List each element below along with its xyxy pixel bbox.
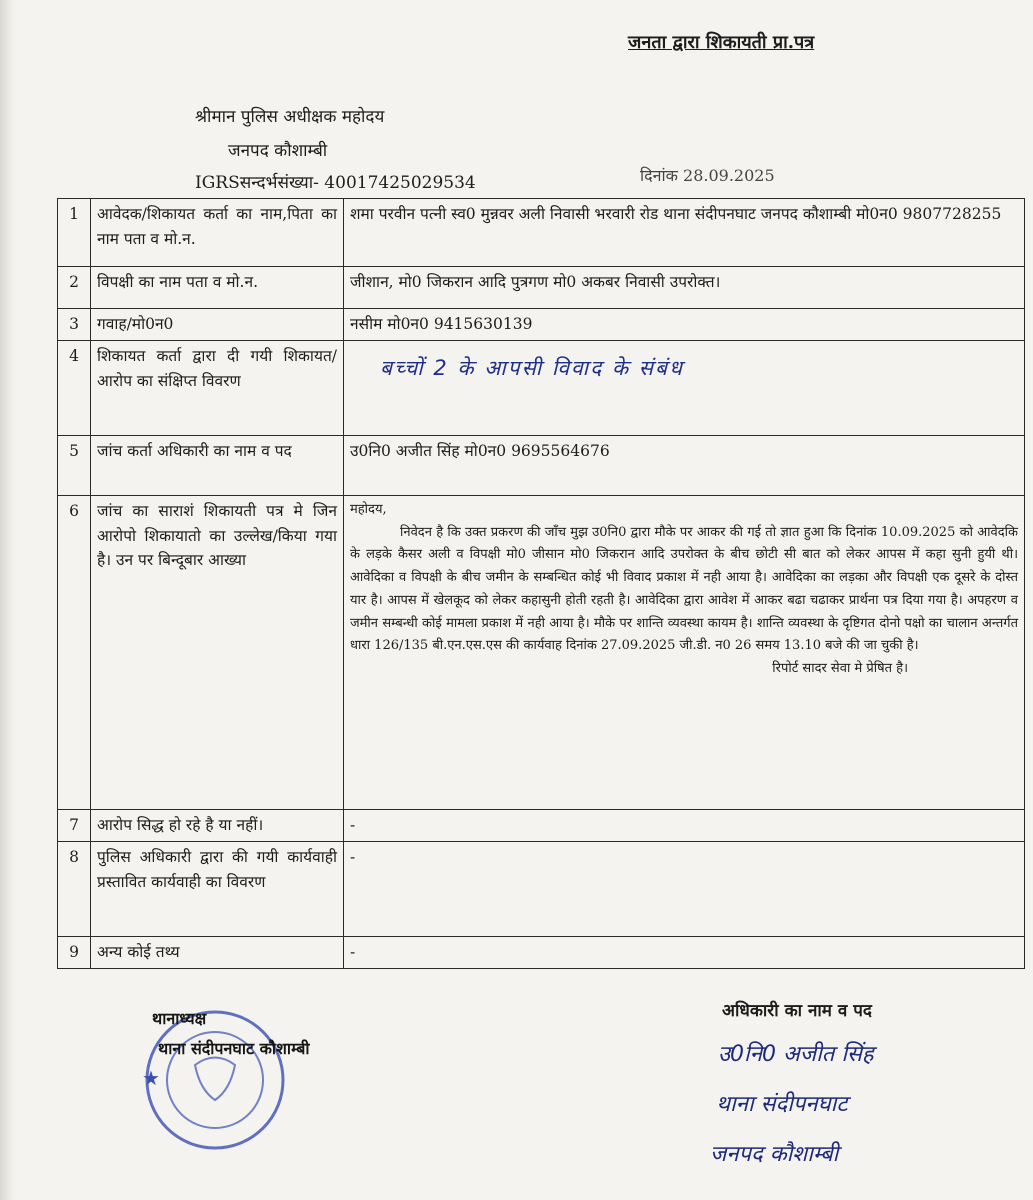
row-number: 3 — [58, 309, 91, 341]
complaint-table — [57, 198, 1025, 969]
row-label: विपक्षी का नाम पता व मो.न. — [91, 267, 344, 309]
row-label: आरोप सिद्ध हो रहे है या नहीं। — [91, 809, 344, 841]
table-row — [58, 495, 1025, 809]
table-row — [58, 199, 1025, 267]
row-number: 2 — [58, 267, 91, 309]
form-title: जनता द्वारा शिकायती प्रा.पत्र — [628, 32, 815, 53]
row-value: शमा परवीन पत्नी स्व0 मुन्नवर अली निवासी भरवारी रोड थाना संदीपनघाट जनपद कौशाम्बी मो0न0 9807728255 — [344, 199, 1025, 267]
stamp-title: थानाध्यक्ष — [152, 1009, 207, 1028]
signature-line: उ0नि0 अजीत सिंह — [718, 1042, 874, 1067]
seal-icon — [120, 995, 320, 1155]
row-value: उ0नि0 अजीत सिंह मो0न0 9695564676 — [344, 435, 1025, 495]
addressee-line-2: जनपद कौशाम्बी — [228, 141, 328, 161]
row-number: 8 — [58, 841, 91, 936]
officer-name-label: अधिकारी का नाम व पद — [722, 1001, 872, 1021]
row-value: जीशान, मो0 जिकरान आदि पुत्रगण मो0 अकबर निवासी उपरोक्त। — [344, 267, 1025, 309]
row-number: 7 — [58, 809, 91, 841]
stamp-station: थाना संदीपनघाट कौशाम्बी — [158, 1039, 310, 1058]
row-label: गवाह/मो0न0 — [91, 309, 344, 341]
igrs-reference: IGRSसन्दर्भसंख्या- 40017425029534 — [195, 173, 476, 193]
svg-text:★: ★ — [142, 1066, 160, 1090]
row-number: 6 — [58, 495, 91, 809]
row-number: 1 — [58, 199, 91, 267]
report-body: निवेदन है कि उक्त प्रकरण की जाँच मुझ उ0नि0 द्वारा मौके पर आकर की गई तो ज्ञात हुआ कि दिनांक 10.09.2025 को आवेदकि के लड़के कैसर अली व विपक्षी मो0 जीसान मो0 जिकरान आदि उपरोक्त के बीच छोटी सी बात को लेकर आपस में कहा सुनी हुयी थी। आवेदिका व विपक्षी के बीच जमीन के सम्बन्धित कोई भी विवाद प्रकाश में नही आया है। आवेदिका का लड़का और विपक्षी एक दूसरे के दोस्त यार है। आपस में खेलकूद को लेकर कहासुनी होती रहती है। आवेदिका द्वारा आवेश में आकर बढा चढाकर प्रार्थना पत्र दिया गया है। अपहरण व जमीन सम्बन्धी कोई मामला प्रकाश में नही आया है। मौके पर शान्ति व्यवस्था कायम है। शान्ति व्यवस्था के दृष्टिगत दोनो पक्षो का चालान अन्तर्गत धारा 126/135 बी.एन.एस.एस की कार्यवाह दिनांक 27.09.2025 जी.डी. न0 26 समय 13.10 बजे की जा चुकी है। — [350, 524, 1018, 654]
addressee-line-1: श्रीमान पुलिस अधीक्षक महोदय — [195, 107, 385, 127]
row-number: 5 — [58, 435, 91, 495]
table-row — [58, 841, 1025, 936]
row-label: अन्य कोई तथ्य — [91, 936, 344, 968]
table-row — [58, 267, 1025, 309]
row-number: 9 — [58, 936, 91, 968]
table-row — [58, 809, 1025, 841]
signature-line: थाना संदीपनघाट — [716, 1092, 848, 1117]
signature-line: जनपद कौशाम्बी — [710, 1142, 839, 1167]
table-row — [58, 340, 1025, 435]
letter-date: दिनांक 28.09.2025 — [640, 166, 775, 185]
row-value: - — [344, 936, 1025, 968]
row-number: 4 — [58, 340, 91, 435]
table-row — [58, 936, 1025, 968]
police-station-stamp — [120, 995, 460, 1155]
handwritten-complaint-summary: बच्चों 2 के आपसी विवाद के संबंध — [380, 355, 684, 380]
report-closing: रिपोर्ट सादर सेवा मे प्रेषित है। — [772, 661, 908, 677]
row-label: पुलिस अधिकारी द्वारा की गयी कार्यवाही प्रस्तावित कार्यवाही का विवरण — [91, 841, 344, 936]
row-value: नसीम मो0न0 9415630139 — [344, 309, 1025, 341]
row-value: - — [344, 809, 1025, 841]
row-label: शिकायत कर्ता द्वारा दी गयी शिकायत/आरोप का संक्षिप्त विवरण — [91, 340, 344, 435]
investigation-report — [344, 495, 1025, 809]
row-label: जांच कर्ता अधिकारी का नाम व पद — [91, 435, 344, 495]
table-row — [58, 435, 1025, 495]
report-salutation: महोदय, — [350, 501, 387, 517]
row-label: आवेदक/शिकायत कर्ता का नाम,पिता का नाम पता व मो.न. — [91, 199, 344, 267]
row-value: - — [344, 841, 1025, 936]
row-label: जांच का साराशं शिकायती पत्र मे जिन आरोपो शिकायातो का उल्लेख/किया गया है। उन पर बिन्दूबार आख्या — [91, 495, 344, 809]
scan-edge — [0, 0, 14, 1200]
table-row — [58, 309, 1025, 341]
